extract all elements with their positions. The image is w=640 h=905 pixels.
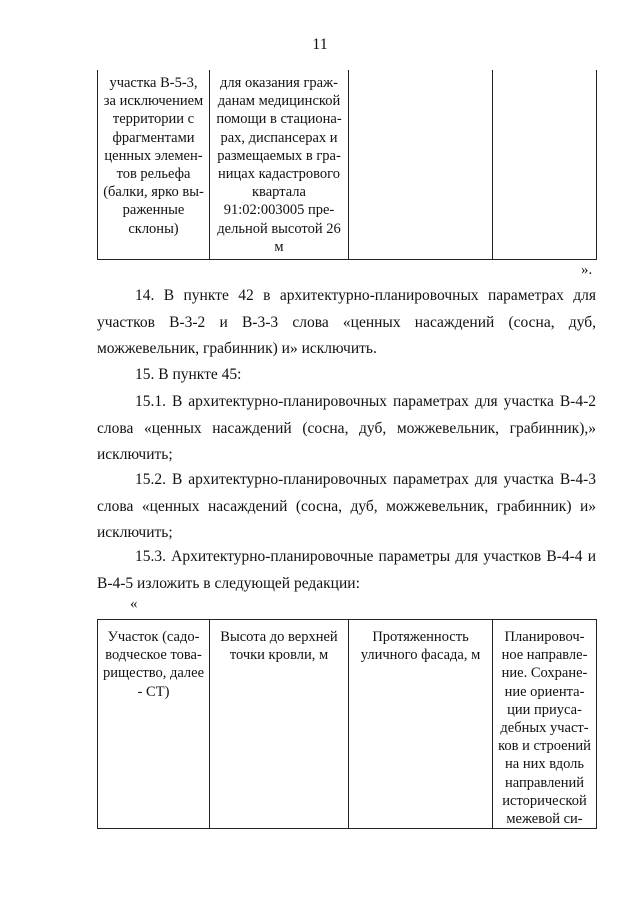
cell-line: ние. Сохране- bbox=[501, 665, 588, 682]
cell-line: данам медицинской bbox=[217, 93, 341, 110]
cell-line: 91:02:003005 пре- bbox=[223, 202, 335, 219]
cell-line: квартала bbox=[252, 184, 306, 201]
table-cell bbox=[210, 70, 349, 259]
cell-line: ценных элемен- bbox=[104, 147, 203, 164]
cell-line: территории с bbox=[112, 111, 195, 128]
table-header-cell bbox=[210, 620, 349, 829]
cell-line: раженные bbox=[122, 202, 185, 219]
cell-line: на них вдоль bbox=[505, 756, 584, 773]
table-header-cell bbox=[349, 620, 493, 829]
cell-line: за исключением bbox=[103, 93, 204, 110]
cell-line: - СТ) bbox=[137, 683, 170, 700]
cell-line: межевой си- bbox=[506, 811, 583, 828]
cell-line: водческое това- bbox=[105, 647, 202, 664]
table-header-row bbox=[98, 620, 597, 829]
cell-line: уличного фасада, м bbox=[360, 647, 481, 664]
cell-line: для оказания граж- bbox=[220, 75, 338, 91]
parameters-table bbox=[97, 619, 597, 829]
table-header-cell bbox=[98, 620, 210, 829]
cell-line: ции приуса- bbox=[507, 701, 582, 718]
cell-line: Высота до верхней bbox=[220, 629, 338, 645]
page-number: 11 bbox=[312, 36, 328, 53]
table-cell bbox=[98, 70, 210, 259]
table-header-cell bbox=[493, 620, 597, 829]
cell-line: исторической bbox=[502, 792, 587, 809]
cell-line: направлений bbox=[504, 774, 585, 791]
cell-line: помощи в стациона- bbox=[216, 111, 342, 128]
cell-line: (балки, ярко вы- bbox=[103, 184, 204, 201]
cell-line: м bbox=[274, 238, 284, 255]
cell-line: ницах кадастрового bbox=[218, 166, 340, 183]
cell-line: дельной высотой 26 bbox=[217, 220, 341, 237]
paragraph-15-3: 15.3. Архитектурно-планировочные параметры для участков В-4-4 и В-4-5 изложить в следующей редакции: bbox=[97, 548, 596, 592]
table-cell bbox=[349, 70, 493, 259]
cell-line: дебных участ- bbox=[500, 720, 589, 737]
cell-line: участка В-5-3, bbox=[109, 75, 198, 91]
paragraph-14: 14. В пункте 42 в архитектурно-планировочных параметрах для участков В-3-2 и В-3-3 слова «ценных насаждений (сосна, дуб, можжевельник, грабинник) и» исключить. bbox=[97, 287, 596, 357]
cell-line: склоны) bbox=[128, 220, 179, 237]
cell-line: фрагментами bbox=[112, 129, 195, 146]
table-row bbox=[98, 70, 597, 259]
closing-quote: ». bbox=[581, 262, 593, 278]
paragraph-15: 15. В пункте 45: bbox=[135, 366, 242, 383]
cell-line: рах, диспансерах и bbox=[220, 129, 338, 146]
table-cell bbox=[493, 70, 597, 259]
opening-quote: « bbox=[130, 596, 138, 612]
cell-line: ние ориента- bbox=[504, 683, 585, 700]
table-continuation bbox=[97, 70, 597, 260]
cell-line: Участок (садо- bbox=[107, 629, 200, 645]
cell-line: ное направле- bbox=[501, 647, 588, 664]
cell-line: размещаемых в гра- bbox=[217, 147, 341, 164]
cell-line: тов рельефа bbox=[116, 166, 191, 183]
cell-line: Планировоч- bbox=[504, 629, 585, 645]
cell-line: рищество, далее bbox=[102, 665, 205, 682]
cell-line: точки кровли, м bbox=[229, 647, 329, 664]
cell-line: Протяженность bbox=[372, 629, 469, 645]
paragraph-15-1: 15.1. В архитектурно-планировочных параметрах для участка В-4-2 слова «ценных насаждений (сосна, дуб, можжевельник, грабинник),» исключить; bbox=[97, 393, 596, 463]
cell-line: ков и строений bbox=[498, 738, 591, 755]
paragraph-15-2: 15.2. В архитектурно-планировочных параметрах для участка В-4-3 слова «ценных насаждений (сосна, дуб, можжевельник, грабинник) и» исключить; bbox=[97, 471, 596, 541]
